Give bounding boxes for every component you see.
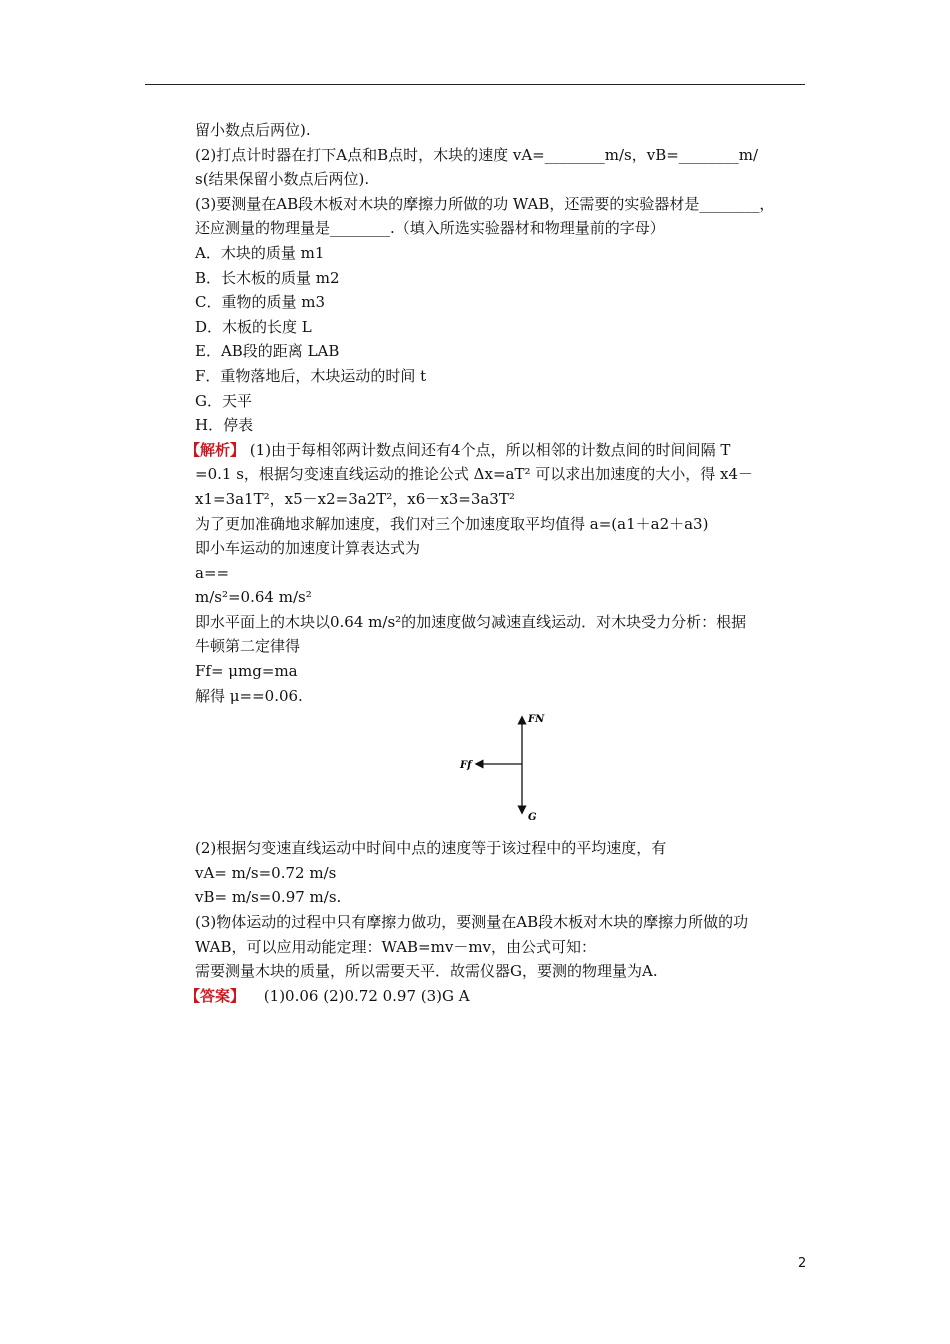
formula-line: vB= m/s=0.97 m/s.: [195, 888, 342, 907]
formula-line: Ff= μmg=ma: [195, 662, 298, 681]
option-a: A．木块的质量 m1: [195, 243, 325, 262]
text-line: (3)要测量在AB段木板对木块的摩擦力所做的功 WAB，还需要的实验器材是________，: [195, 194, 775, 213]
g-label: G: [528, 812, 537, 824]
option-c: C．重物的质量 m3: [195, 293, 326, 312]
analysis-tag: 【解析】: [185, 440, 246, 459]
formula-line: vA= m/s=0.72 m/s: [195, 863, 337, 882]
ff-label: Ff: [460, 760, 472, 772]
option-f: F．重物落地后，木块运动的时间 t: [195, 366, 427, 385]
page-content: [185, 118, 810, 1008]
text-line: 留小数点后两位).: [195, 121, 311, 139]
text-line: 牛顿第二定律得: [195, 637, 301, 656]
formula-line: 解得 μ==0.06.: [195, 686, 303, 705]
option-g: G．天平: [195, 391, 252, 410]
option-b: B．长木板的质量 m2: [195, 268, 340, 287]
option-e: E．AB段的距离 LAB: [195, 342, 340, 361]
answer-text: (1)0.06 (2)0.72 0.97 (3)G A: [263, 986, 470, 1005]
header-rule: [145, 84, 805, 85]
text-line: s(结果保留小数点后两位).: [195, 170, 370, 189]
force-diagram: [195, 708, 810, 836]
text-line: =0.1 s，根据匀变速直线运动的推论公式 Δx=aT² 可以求出加速度的大小，得 x4－: [195, 465, 754, 484]
force-diagram-svg: [455, 708, 575, 830]
option-d: D．木板的长度 L: [195, 317, 312, 336]
text-line: x1=3a1T²，x5－x2=3a2T²，x6－x3=3a3T²: [195, 489, 515, 508]
page-number: 2: [798, 1256, 807, 1271]
option-h: H．停表: [195, 416, 254, 435]
text-line: 为了更加准确地求解加速度，我们对三个加速度取平均值得 a=(a1＋a2＋a3): [195, 514, 709, 533]
analysis-first-line: [185, 438, 810, 463]
formula-line: m/s²=0.64 m/s²: [195, 588, 312, 607]
answer-line: [185, 984, 810, 1009]
text-line: 即小车运动的加速度计算表达式为: [195, 539, 421, 558]
text-line: (3)物体运动的过程中只有摩擦力做功，要测量在AB段木板对木块的摩擦力所做的功: [195, 913, 749, 932]
text-line: (2)打点计时器在打下A点和B点时，木块的速度 vA=________m/s，vB=________m/: [195, 145, 759, 164]
text-line: (2)根据匀变速直线运动中时间中点的速度等于该过程中的平均速度，有: [195, 839, 667, 858]
formula-line: a==: [195, 563, 230, 582]
text-line: 还应测量的物理量是________.（填入所选实验器材和物理量前的字母）: [195, 219, 665, 238]
text-line: WAB，可以应用动能定理：WAB=mv－mv，由公式可知：: [195, 937, 597, 956]
answer-tag: 【答案】: [185, 986, 246, 1005]
fn-label: FN: [528, 714, 545, 726]
text-line: 需要测量木块的质量，所以需要天平．故需仪器G，要测的物理量为A.: [195, 962, 658, 981]
text-line: 即水平面上的木块以0.64 m/s²的加速度做匀减速直线运动．对木块受力分析：根据: [195, 612, 747, 631]
analysis-text: (1)由于每相邻两计数点间还有4个点，所以相邻的计数点间的时间间隔 T: [249, 440, 731, 459]
